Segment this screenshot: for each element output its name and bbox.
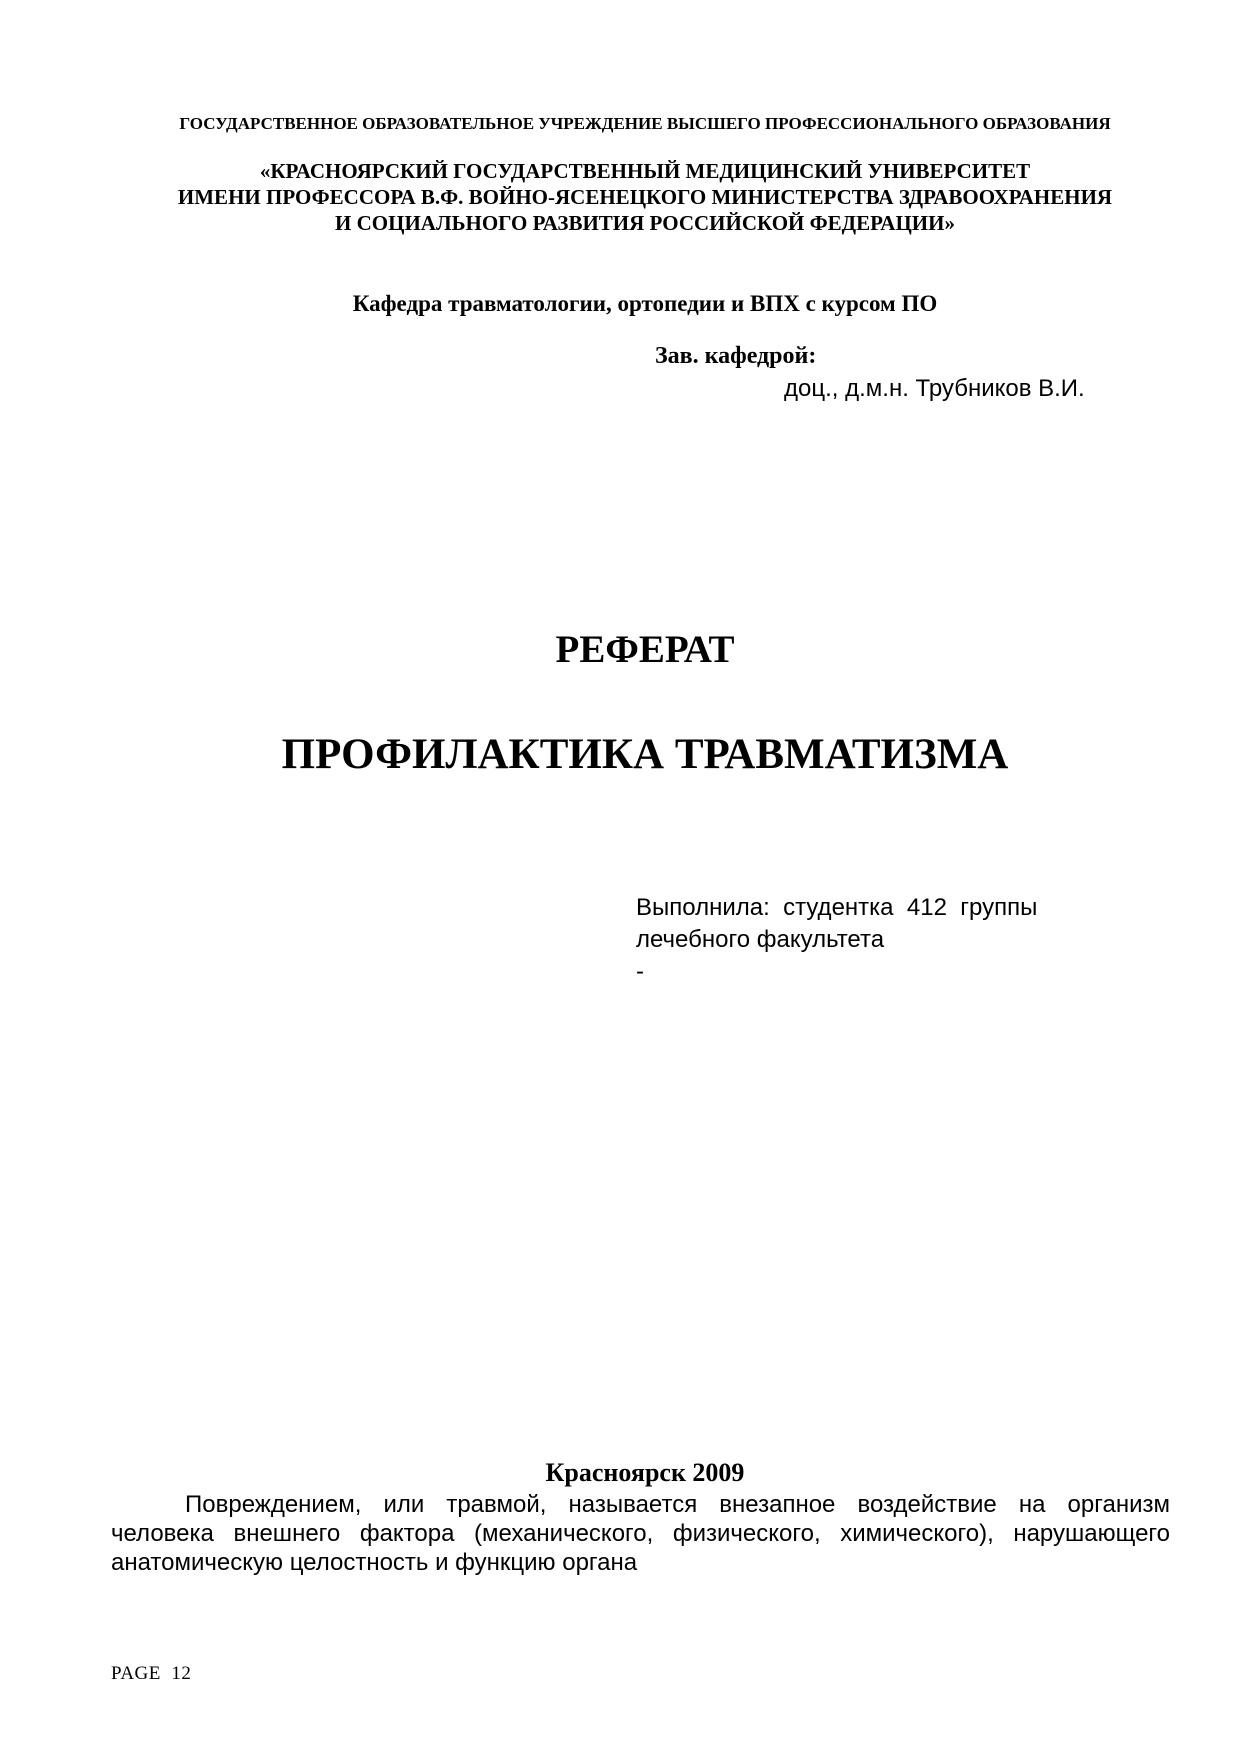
head-of-department-label: Зав. кафедрой: [655, 343, 817, 369]
city-year: Красноярск 2009 [545, 1458, 745, 1487]
document-topic-title: ПРОФИЛАКТИКА ТРАВМАТИЗМА [281, 731, 1009, 778]
department-name: Кафедра травматологии, ортопедии и ВПХ с курсом ПО [352, 291, 938, 316]
author-line-2: лечебного факультета [636, 926, 885, 953]
university-line-2: ИМЕНИ ПРОФЕССОРА В.Ф. ВОЙНО-ЯСЕНЕЦКОГО МИНИСТЕРСТВА ЗДРАВООХРАНЕНИЯ [177, 185, 1113, 209]
institution-type-heading: ГОСУДАРСТВЕННОЕ ОБРАЗОВАТЕЛЬНОЕ УЧРЕЖДЕНИЕ ВЫСШЕГО ПРОФЕССИОНАЛЬНОГО ОБРАЗОВАНИЯ [179, 114, 1111, 133]
university-line-1: «КРАСНОЯРСКИЙ ГОСУДАРСТВЕННЫЙ МЕДИЦИНСКИЙ УНИВЕРСИТЕТ [259, 159, 1031, 183]
body-paragraph: Повреждением, или травмой, называется внезапное воздействие на организм человека внешнего фактора (механического, физического, химического), нарушающего анатомическую целостность и функцию органа [111, 1491, 1170, 1576]
author-line-3: - [636, 958, 644, 985]
university-name [0, 158, 1240, 236]
author-line-1: Выполнила: студентка 412 группы [636, 894, 1038, 921]
page-number-footer: PAGE 12 [111, 1663, 192, 1684]
university-line-3: И СОЦИАЛЬНОГО РАЗВИТИЯ РОССИЙСКОЙ ФЕДЕРАЦИИ» [335, 211, 955, 235]
document-type-title: РЕФЕРАТ [555, 628, 735, 671]
head-of-department-name: доц., д.м.н. Трубников В.И. [784, 375, 1085, 402]
